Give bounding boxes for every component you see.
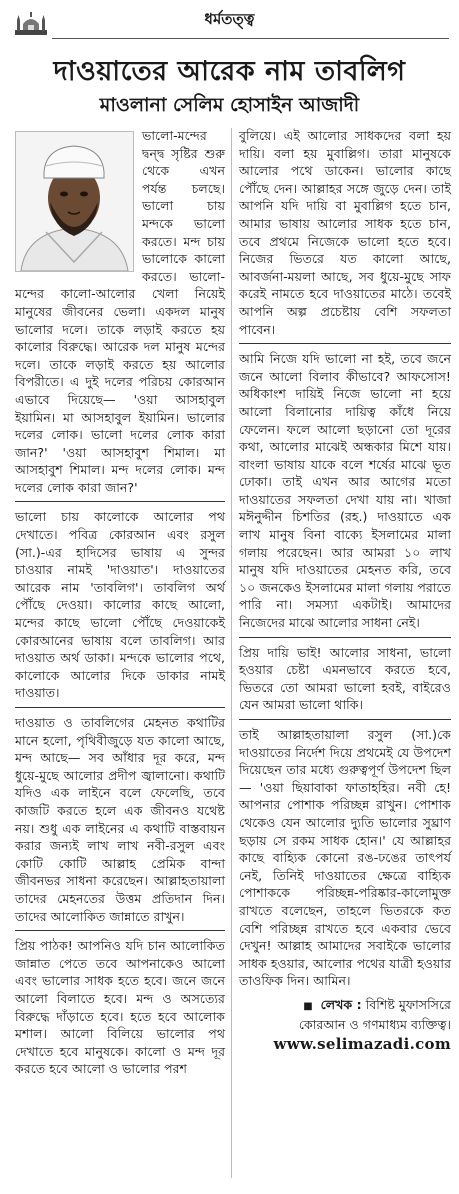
paragraph: প্রিয় দায়ি ভাই! আলোর সাধনা, ভালো হওয়ার চেষ্টা এমনভাবে করতে হবে, ভিতরে তো আমরা ভালো হবই, বাইরেও যেন আমরা ভালো থাকি। bbox=[239, 644, 451, 713]
credit-line-1: বিশিষ্ট মুফাসসিরে bbox=[365, 996, 451, 1012]
column-divider bbox=[231, 128, 232, 1178]
right-column bbox=[239, 127, 451, 1054]
paragraph: ভালো চায় কালোকে আলোর পথ দেখাতে। পবিত্র কোরআন এবং রসুল (সা.)-এর হাদিসের ভাষায় এ সুন্দর চাওয়ার নামই 'দাওয়াত'। দাওয়াতের আরেক নাম 'তাবলিগ'। তাবলিগ অর্থ পৌঁছে দেওয়া। কালোর কাছে আলো, মন্দের কাছে ভালো পৌঁছে দেওয়াকেই কোরআনের ভাষায় বলে তাবলিগ। আর দাওয়াত অর্থ ডাকা। মন্দকে ভালোর পথে, কালোকে আলোর দিকে ডাকার নামই দাওয়াত। bbox=[15, 509, 225, 701]
paragraph: বুলিয়ে। এই আলোর সাধকদের বলা হয় দায়ি। বলা হয় মুবাল্লিগ। তারা মানুষকে আলোর পথে ডাকেন। ভালোর কাছে পৌঁছে দেন। আল্লাহর সঙ্গে জুড়ে দেন। তাই আপনি যদি দায়ি বা মুবাল্লিগ হতে চান, আমার ভাষায় আলোর সাধক হতে চান, তবে প্রথমে নিজেকে ভালো হতে হবে। নিজের ভিতরে যত কালো আছে, আবর্জনা-ময়লা আছে, সব ধুয়ে-মুছে সাফ করেই নামতে হবে দাওয়াতের মাঠে। তবেই আপনি অল্প প্রচেষ্টায় বেশি সফলতা পাবেন। bbox=[239, 128, 451, 337]
header-divider bbox=[52, 38, 449, 39]
section-header bbox=[0, 0, 459, 46]
left-column bbox=[15, 127, 225, 1081]
paragraph: তাই আল্লাহতায়ালা রসুল (সা.)কে দাওয়াতের নির্দেশ দিয়ে প্রথমেই যে উপদেশ দিয়েছেন তার মধ্যে গুরুত্বপূর্ণ উপদেশ ছিল— 'ওয়া ছিয়াবাকা ফাতাহহির। নবী হে! আপনার পোশাক পরিচ্ছন্ন রাখুন। পোশাক থেকেও যেন আলোর দ্যুতি ভালোর সুঘ্রাণ ছড়ায় সে রকম সাধক হোন।' যে আল্লাহর কাছে বাহ্যিক কোনো রঙ-ঢঙের তাৎপর্য নেই, তিনিই দাওয়াতের ক্ষেত্রে বাহ্যিক পোশাককে পরিচ্ছন্ন-পরিষ্কার-কালোমুক্ত রাখতে বলেছেন, তাহলে ভিতরকে কত বেশি পরিচ্ছন্ন রাখতে হবে একবার ভেবে দেখুন! আল্লাহ আমাদের সবাইকে ভালোর সাধক হওয়ার, আলোর পথের যাত্রী হওয়ার তাওফিক দিন। আমিন। bbox=[239, 727, 451, 989]
paragraph: ভালো-মন্দের দ্বন্দ্ব সৃষ্টির শুরু থেকে এখন পর্যন্ত চলছে। ভালো চায় মন্দকে ভালো করতে। মন্দ চায় ভালোকে কালো করতে। ভালো-মন্দের কালো-আলোর খেলা নিয়েই মানুষের জীবনের ভেলা। একদল মানুষ ভালোর দলে। তাকে লড়াই করতে হয় কালোর বিরুদ্ধে। আরেক দল মানুষ মন্দের দলে। তাকে লড়াই করতে হয় আলোর বিপরীতে। এ দুই দলের পরিচয় কোরআন এভাবে দিয়েছে— 'ওয়া আসহাবুল ইয়ামিন। মা আসহাবুল ইয়ামিন। ভালোর দলের লোক। ভালো দলের লোক কারা জান?' 'ওয়া আসহাবুশ শিমাল। মা আসহাবুশ শিমাল। মন্দ দলের লোক। মন্দ দলের লোক কারা জান?' bbox=[15, 128, 225, 495]
paragraph: আমি নিজে যদি ভালো না হই, তবে জনে জনে আলো বিলাব কীভাবে? আফসোস! অধিকাংশ দায়িই নিজে ভালো না হয়ে আলো বিলানোর দায়িত্ব কাঁধে নিয়ে ফেলেন। ফলে আলো ছড়ানো তো দূরের কথা, আলোর মাঝেই অন্ধকার মিশে যায়। বাংলা ভাষায় যাকে বলে শর্ষের মাঝে ভূত ঢোকা। তাই এখন আর আগের মতো দাওয়াতের সফলতা দেখা যায় না। খাজা মঈনুদ্দীন চিশতির (রহ.) দাওয়াতে এক লাখ মানুষ বিনা বাক্যে ইসলামের মালা গলায় পরেছেন। আর আমরা ১০ লাখ মানুষ যদি দাওয়াতের মেহনত করি, তবে ১০ জনকেও ইসলামের মালা গলায় পরাতে পারি না। সমস্যা একটাই। আমাদের নিজেদের মাঝে আলোর সাধনা নেই। bbox=[239, 351, 451, 631]
paragraph-divider bbox=[239, 343, 451, 344]
credit-label: লেখক : bbox=[320, 996, 362, 1012]
square-bullet-icon: ■ bbox=[303, 1000, 313, 1012]
paragraph-divider bbox=[15, 707, 225, 708]
website-link[interactable]: www.selimazadi.com bbox=[273, 1034, 451, 1053]
paragraph-divider bbox=[15, 930, 225, 931]
paragraph: দাওয়াত ও তাবলিগের মেহনত কথাটির মানে হলো, পৃথিবীজুড়ে যত কালো আছে, মন্দ আছে— সব আঁধার দূর করে, মন্দ ধুয়ে-মুছে আলোর প্রদীপ জ্বালানো। কথাটি যদিও এক লাইনে বলে ফেলেছি, তবে কাজটি করতে হলে এক জীবনও যথেষ্ট নয়। শুধু এক লাইনের এ কথাটি বাস্তবায়ন করার জন্যই লাখ লাখ নবী-রসুল এবং কোটি কোটি আল্লাহ প্রেমিক বান্দা জীবনভর সাধনা করেছেন। আল্লাহতায়ালা তাদের মেহনতের উত্তম প্রতিদান দিন। তাদের আলোকিত জান্নাতে রাখুন। bbox=[15, 715, 225, 924]
credit-line-2: কোরআন ও গণমাধ্যম ব্যক্তিত্ব। bbox=[298, 1016, 451, 1032]
section-title: ধর্মতত্ত্ব bbox=[204, 10, 255, 28]
author-credit bbox=[239, 996, 451, 1034]
paragraph-divider bbox=[239, 719, 451, 720]
portrait-image bbox=[16, 132, 133, 271]
paragraph: প্রিয় পাঠক! আপনিও যদি চান আলোকিত জান্নাত পেতে তবে আপনাকেও আলো এবং ভালোর সাধক হতে হবে। জনে জনে আলো বিলাতে হবে। মন্দ ও অসত্যের বিরুদ্ধে দাঁড়াতে হবে। হতে হবে আলোক মশাল। আলো বিলিয়ে ভালোর পথ দেখাতে হবে মানুষকে। কালো ও মন্দ দূর করতে হবে আলো ও ভালোর পরশ bbox=[15, 938, 225, 1077]
article-title: দাওয়াতের আরেক নাম তাবলিগ bbox=[53, 56, 406, 87]
paragraph-divider bbox=[239, 637, 451, 638]
article-author: মাওলানা সেলিম হোসাইন আজাদী bbox=[99, 94, 360, 116]
author-portrait bbox=[15, 131, 134, 272]
paragraph-divider bbox=[15, 501, 225, 502]
